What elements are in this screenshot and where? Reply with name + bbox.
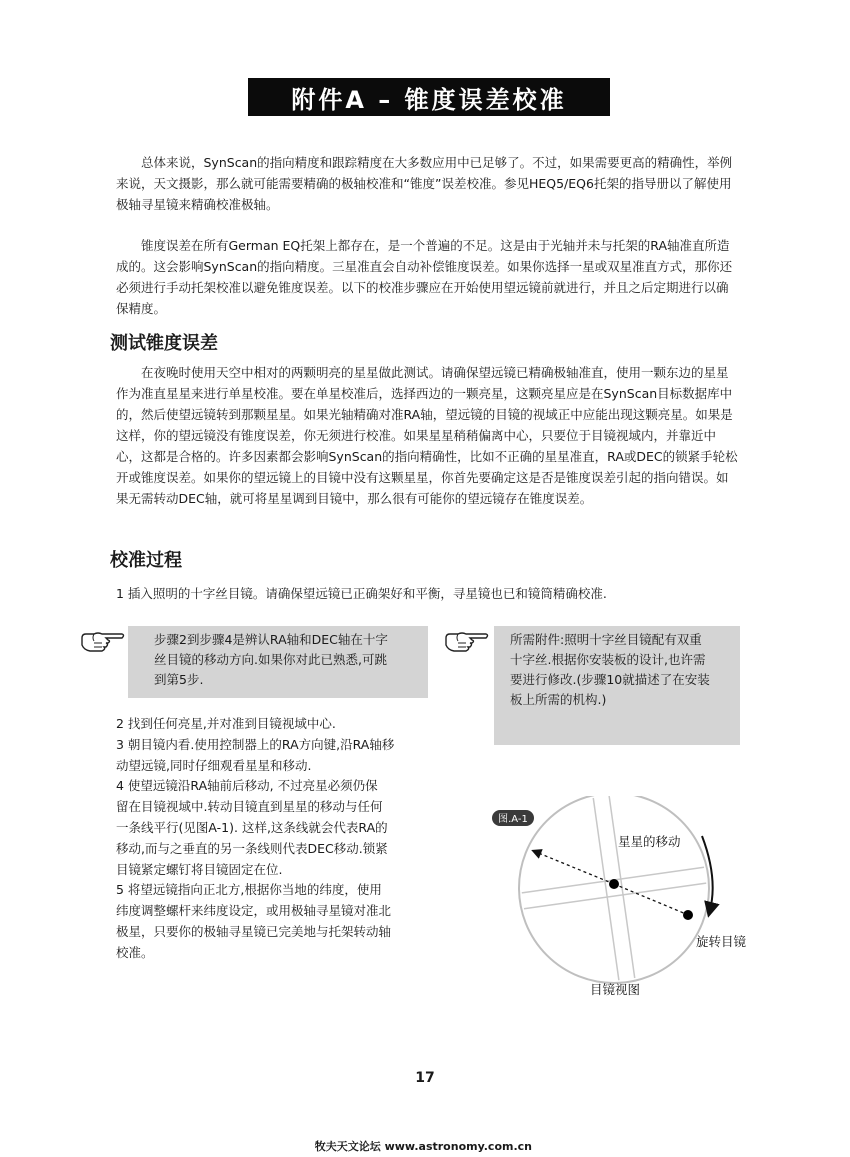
figure-eyepiece-view (484, 796, 774, 1006)
step-line: 极星，只要你的极轴寻星镜已完美地与托架转动轴 (116, 923, 392, 939)
page-title: 附件A – 锥度误差校准 (248, 78, 610, 116)
figure-badge-label: 图.A-1 (498, 814, 528, 825)
note-right-line: 板上所需的机构.) (510, 692, 607, 707)
note-box-right (494, 626, 740, 745)
step-line: 3 朝目镜内看.使用控制器上的RA方向键,沿RA轴移 (116, 736, 395, 752)
footer-watermark: 牧夫天文论坛 www.astronomy.com.cn (314, 1140, 532, 1153)
steps-list (116, 714, 446, 964)
step-1: 1 插入照明的十字丝目镜。请确保望远镜已正确架好和平衡，寻星镜也已和镜筒精确校准. (116, 586, 607, 601)
pointing-hand-icon (80, 630, 126, 654)
note-left-line: 步骤2到步骤4是辨认RA轴和DEC轴在十字 (154, 632, 388, 647)
step-line: 一条线平行(见图A-1). 这样,这条线就会代表RA的 (116, 819, 388, 835)
step-line: 2 找到任何亮星,并对准到目镜视域中心. (116, 716, 336, 731)
page-number: 17 (415, 1070, 435, 1086)
note-right-line: 所需附件:照明十字丝目镜配有双重 (510, 632, 702, 647)
step-line: 动望远镜,同时仔细观看星星和移动. (116, 757, 312, 773)
step-line: 移动,而与之垂直的另一条线则代表DEC移动.锁紧 (116, 840, 388, 856)
note-left-line: 丝目镜的移动方向.如果你对此已熟悉,可跳 (154, 652, 387, 667)
star-motion-label: 星星的移动 (618, 834, 681, 849)
star-dot-moved (683, 910, 693, 920)
note-box-left (128, 626, 428, 698)
eyepiece-view-label: 目镜视图 (590, 982, 641, 997)
step-line: 校准。 (116, 944, 154, 960)
note-left-line: 到第5步. (154, 672, 204, 687)
star-dot-center (609, 879, 619, 889)
section-heading-test: 测试锥度误差 (110, 333, 218, 354)
step-line: 纬度调整螺杆来纬度设定，或用极轴寻星镜对准北 (116, 903, 392, 919)
star-motion-arrow (536, 852, 614, 884)
section-heading-procedure: 校准过程 (110, 550, 182, 571)
note-right-line: 要进行修改.(步骤10就描述了在安装 (510, 672, 710, 687)
step-line: 目镜紧定螺钉将目镜固定在位. (116, 861, 283, 877)
intro-paragraph-2: 锥度误差在所有German EQ托架上都存在，是一个普遍的不足。这是由于光轴并未与托架的RA轴准直所造成的。这会影响SynScan的指向精度。三星准直会自动补偿锥度误差。如果你选择一星或双星准直方式，那你还必须进行手动托架校准以避免锥度误差。以下的校准步骤应在开始使用望远镜前就进行，并且之后定期进行以确保精度。 (116, 238, 733, 316)
pointing-hand-icon (444, 630, 490, 654)
step-line: 5 将望远镜指向正北方,根据你当地的纬度，使用 (116, 882, 382, 898)
step-line: 4 使望远镜沿RA轴前后移动, 不过亮星必须仍保 (116, 778, 378, 794)
test-paragraph: 在夜晚时使用天空中相对的两颗明亮的星星做此测试。请确保望远镜已精确极轴准直，使用一颗东边的星星作为准直星星来进行单星校准。要在单星校准后，选择西边的一颗亮星，这颗亮星应是在SynScan目标数据库中的，然后使望远镜转到那颗星星。如果光轴精确对准RA轴，望远镜的目镜的视域正中应能出现这颗亮星。如果是这样，你的望远镜没有锥度误差，你无须进行校准。如果星星稍稍偏离中心，只要位于目镜视域内，并靠近中心，这都是合格的。许多因素都会影响SynScan的指向精确性，比如不正确的星星准直，RA或DEC的锁紧手轮松开或锥度误差。如果你的望远镜上的目镜中没有这颗星星，你首先要确定这是否是锥度误差引起的指向错误。如果无需转动DEC轴，就可将星星调到目镜中，那么很有可能你的望远镜存在锥度误差。 (116, 365, 738, 506)
step-line: 留在目镜视域中.转动目镜直到星星的移动与任何 (116, 799, 383, 815)
intro-paragraph-1: 总体来说，SynScan的指向精度和跟踪精度在大多数应用中已足够了。不过，如果需要更高的精确性，举例来说，天文摄影，那么就可能需要精确的极轴校准和“锥度”误差校准。参见HEQ5/EQ6托架的指导册以了解使用极轴寻星镜来精确校准极轴。 (116, 155, 733, 212)
rotate-eyepiece-label: 旋转目镜 (696, 934, 747, 949)
note-right-line: 十字丝.根据你安装板的设计,也许需 (510, 652, 706, 667)
